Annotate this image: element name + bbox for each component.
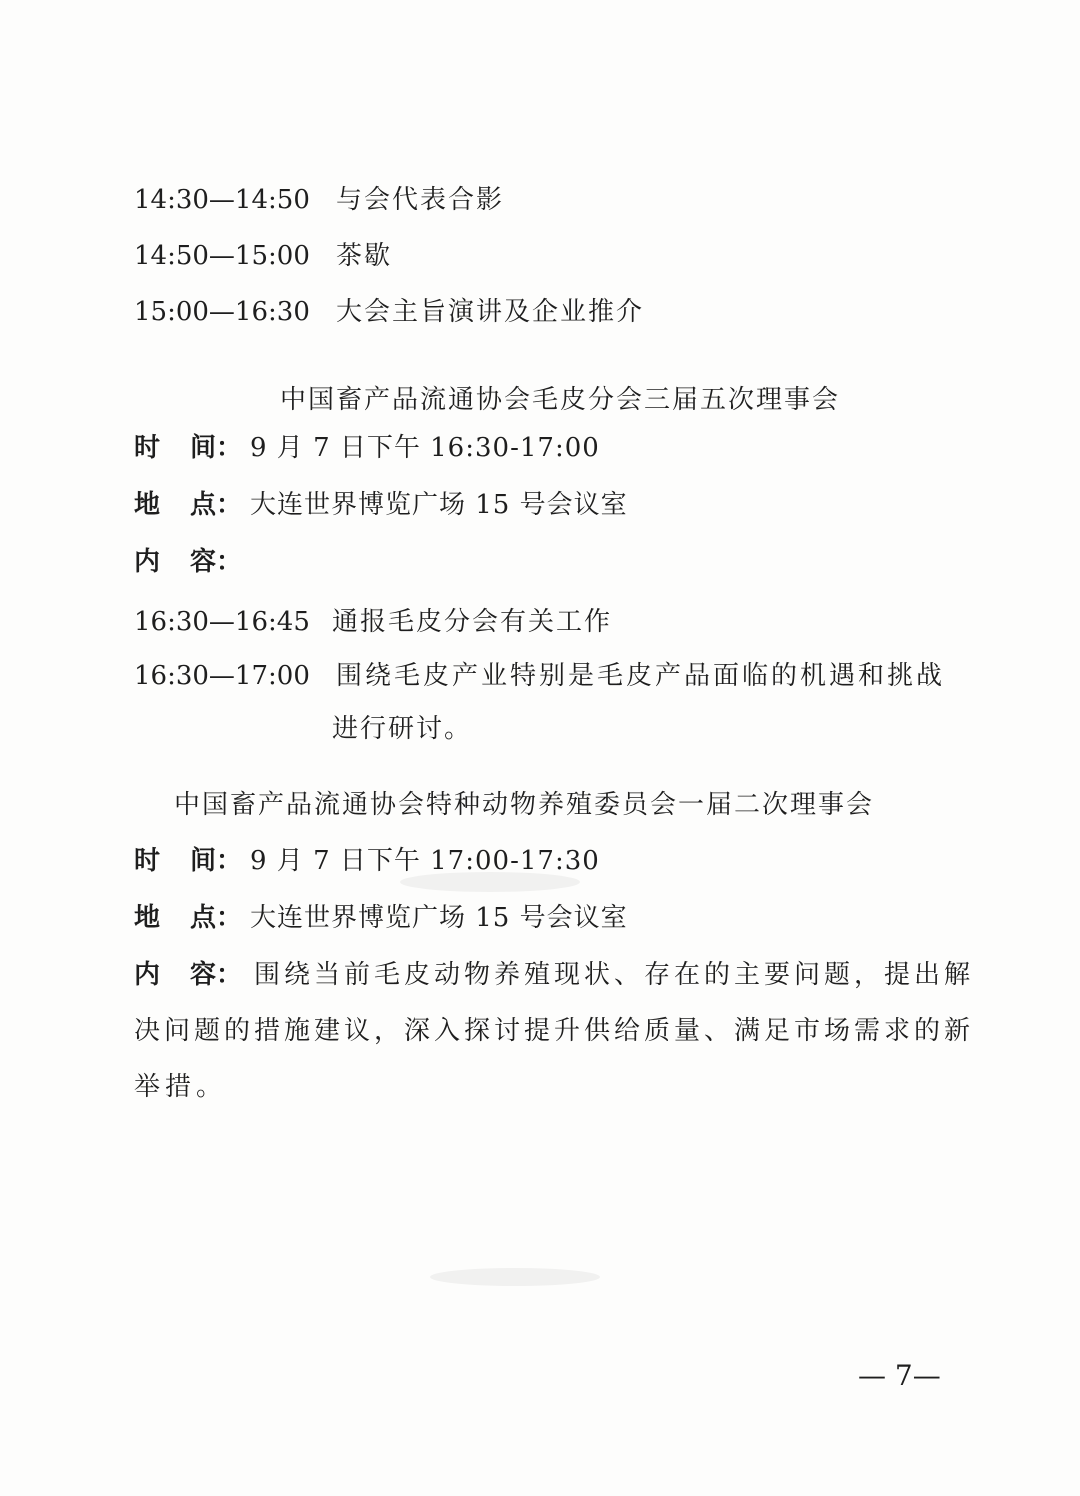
meeting2-place-value: 大连世界博览广场 15 号会议室: [250, 903, 628, 933]
agenda-time: 14:30—14:50: [134, 185, 310, 215]
label-char: 间：: [190, 846, 243, 876]
label-char: 点：: [190, 490, 243, 520]
agenda-time: 15:00—16:30: [134, 297, 310, 327]
meeting1-place-label: [134, 489, 242, 521]
meeting2-time-label: [134, 845, 242, 877]
label-char: 地: [134, 903, 161, 933]
meeting1-time-label: [134, 432, 242, 464]
label-char: 时: [134, 433, 161, 463]
meeting1-place-value: 大连世界博览广场 15 号会议室: [250, 490, 628, 520]
agenda-item: 与会代表合影: [336, 185, 505, 215]
meeting1-title: 中国畜产品流通协会毛皮分会三届五次理事会: [280, 385, 841, 415]
label-char: 时: [134, 846, 161, 876]
agenda-item: 大会主旨演讲及企业推介: [336, 297, 645, 327]
agenda-time: 16:30—17:00: [134, 661, 310, 691]
meeting2-place-label: [134, 902, 242, 934]
meeting2-content-line: 决问题的措施建议，深入探讨提升供给质量、满足市场需求的新: [134, 1016, 975, 1046]
agenda-item: 围绕毛皮产业特别是毛皮产品面临的机遇和挑战: [336, 661, 946, 691]
meeting2-content-line: 举措。: [134, 1072, 228, 1102]
label-char: 容：: [190, 547, 243, 577]
agenda-item: 通报毛皮分会有关工作: [332, 607, 613, 637]
meeting1-content-label: [134, 546, 242, 578]
agenda-item: 茶歇: [336, 241, 393, 271]
label-char: 内: [134, 547, 161, 577]
agenda-item-continuation: 进行研讨。: [332, 714, 473, 744]
meeting2-content-line: 围绕当前毛皮动物养殖现状、存在的主要问题，提出解: [254, 960, 975, 990]
page-number: — 7—: [858, 1359, 941, 1392]
scan-smudge: [430, 1268, 600, 1286]
meeting2-title: 中国畜产品流通协会特种动物养殖委员会一届二次理事会: [174, 790, 875, 820]
agenda-time: 16:30—16:45: [134, 607, 310, 637]
meeting2-content-label: [134, 959, 242, 991]
label-char: 容：: [190, 960, 243, 990]
meeting2-time-value: 9 月 7 日下午 17:00-17:30: [250, 846, 600, 876]
label-char: 点：: [190, 903, 243, 933]
label-char: 地: [134, 490, 161, 520]
agenda-time: 14:50—15:00: [134, 241, 310, 271]
label-char: 内: [134, 960, 161, 990]
label-char: 间：: [190, 433, 243, 463]
meeting1-time-value: 9 月 7 日下午 16:30-17:00: [250, 433, 600, 463]
